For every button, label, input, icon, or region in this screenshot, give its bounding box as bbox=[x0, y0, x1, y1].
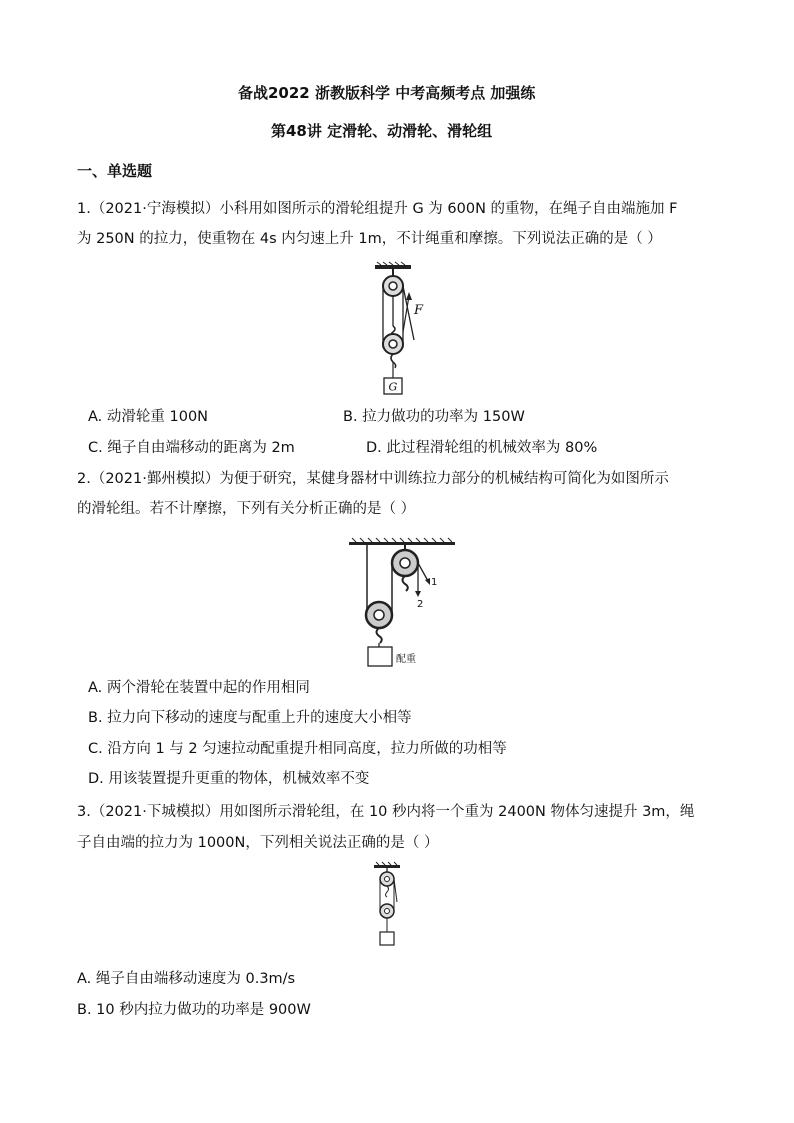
direction-1-label: 1 bbox=[431, 577, 438, 588]
document-subtitle: 第48讲 定滑轮、动滑轮、滑轮组 bbox=[271, 122, 493, 140]
section-heading: 一、单选题 bbox=[77, 162, 153, 180]
question-1-stem-line-2: 为 250N 的拉力，使重物在 4s 内匀速上升 1m，不计绳重和摩擦。下列说法正确的是（ ） bbox=[77, 231, 662, 247]
document-title: 备战2022 浙教版科学 中考高频考点 加强练 bbox=[238, 84, 536, 102]
counterweight-block bbox=[368, 647, 392, 666]
question-1-stem-line-1: 1.（2021·宁海模拟）小科用如图所示的滑轮组提升 G 为 600N 的重物，在绳子自由端施加 F bbox=[77, 201, 678, 217]
question-1-option-c[interactable]: C. 绳子自由端移动的距离为 2m bbox=[88, 440, 295, 456]
question-3-pulley-figure bbox=[368, 862, 408, 952]
question-2-pulley-figure bbox=[346, 535, 456, 670]
question-1-option-b[interactable]: B. 拉力做功的功率为 150W bbox=[343, 409, 525, 425]
question-1-option-d[interactable]: D. 此过程滑轮组的机械效率为 80% bbox=[366, 440, 598, 456]
direction-2-label: 2 bbox=[417, 599, 424, 610]
direction-arrow-1 bbox=[418, 563, 428, 581]
question-2-option-d[interactable]: D. 用该装置提升更重的物体，机械效率不变 bbox=[88, 771, 370, 787]
question-1-option-a[interactable]: A. 动滑轮重 100N bbox=[88, 409, 209, 425]
question-1-pulley-figure bbox=[350, 262, 430, 402]
question-2-option-b[interactable]: B. 拉力向下移动的速度与配重上升的速度大小相等 bbox=[88, 710, 412, 726]
question-3-option-b[interactable]: B. 10 秒内拉力做功的功率是 900W bbox=[77, 1002, 311, 1018]
question-2-stem-line-2: 的滑轮组。若不计摩擦，下列有关分析正确的是（ ） bbox=[77, 501, 416, 517]
question-2-option-c[interactable]: C. 沿方向 1 与 2 匀速拉动配重提升相同高度，拉力所做的功相等 bbox=[88, 741, 507, 757]
ceiling-bar bbox=[349, 542, 455, 545]
counterweight-label: 配重 bbox=[396, 654, 416, 665]
question-3-stem-line-2: 子自由端的拉力为 1000N，下列相关说法正确的是（ ） bbox=[77, 835, 439, 851]
ceiling-bar bbox=[374, 865, 400, 868]
question-3-stem-line-1: 3.（2021·下城模拟）用如图所示滑轮组，在 10 秒内将一个重为 2400N 物体匀速提升 3m，绳 bbox=[77, 804, 695, 820]
question-2-option-a[interactable]: A. 两个滑轮在装置中起的作用相同 bbox=[88, 680, 310, 696]
weight-block bbox=[380, 932, 394, 945]
question-2-stem-line-1: 2.（2021·鄞州模拟）为便于研究，某健身器材中训练拉力部分的机械结构可简化为如图所示 bbox=[77, 471, 669, 487]
question-3-option-a[interactable]: A. 绳子自由端移动速度为 0.3m/s bbox=[77, 971, 296, 987]
weight-label: G bbox=[388, 380, 398, 394]
ceiling-bar bbox=[375, 265, 411, 269]
force-label: F bbox=[414, 303, 424, 318]
